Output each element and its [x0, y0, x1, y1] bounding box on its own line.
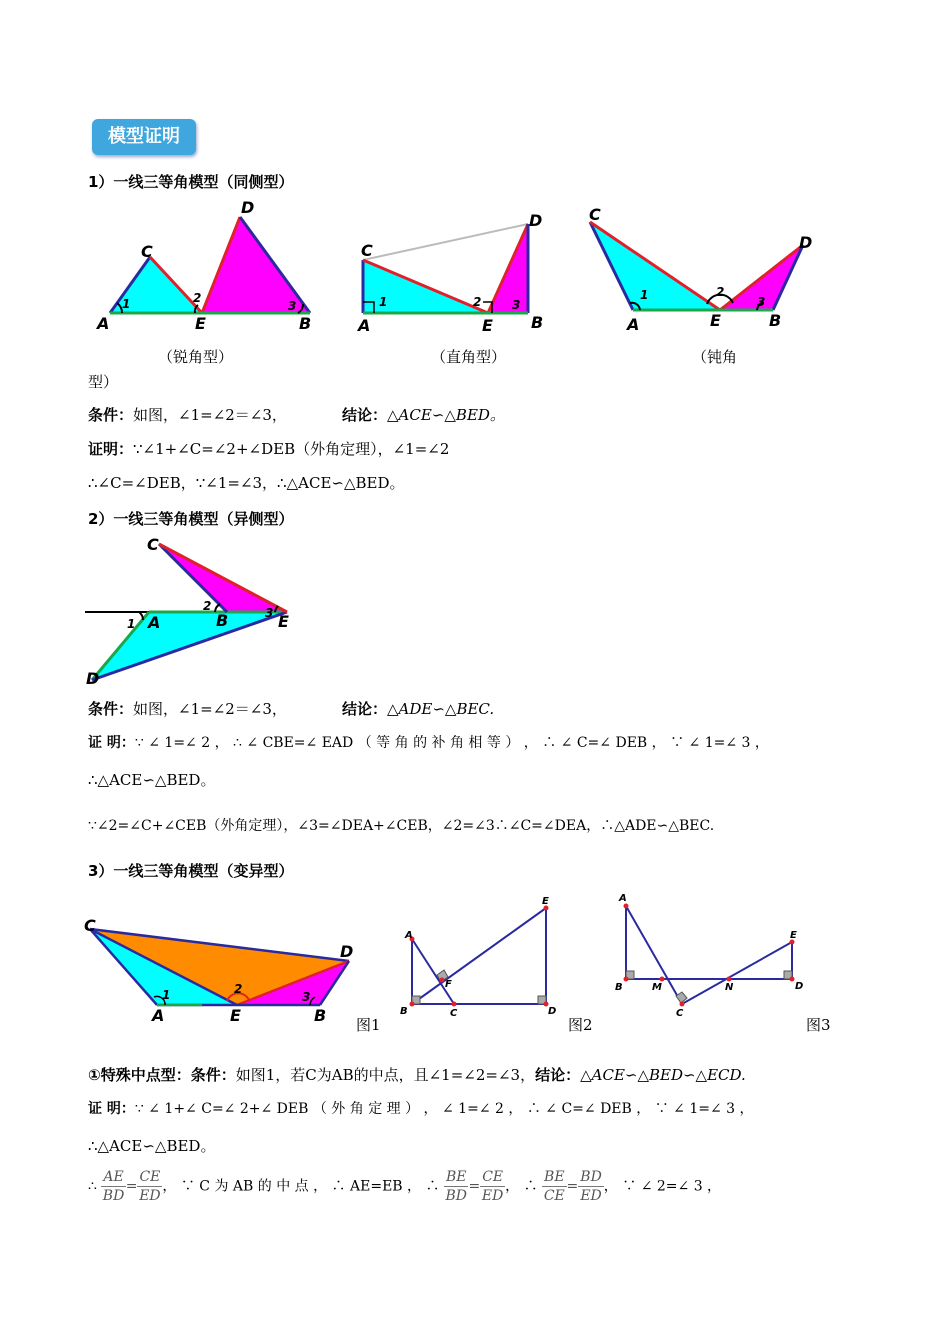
concl-text: △ACE∽△BED∽△ECD.: [580, 1066, 746, 1084]
label-E: E: [278, 612, 289, 631]
angle-2: 2: [716, 285, 725, 299]
fraction-be-ce: $\frac{BE}{CE}$: [543, 1169, 565, 1204]
angle-3: 3: [512, 298, 521, 312]
fraction-ce-ed-2: $\frac{CE}{ED}$: [481, 1169, 504, 1204]
midpoint-text: ， ∵ C 为 AB 的 中 点 ， ∴ AE=EB ， ∴: [162, 1178, 440, 1195]
label-A: A: [148, 613, 161, 632]
s3-ratio-line: [88, 1168, 721, 1205]
proof-text: ∵∠1+∠C=∠2+∠DEB（外角定理），∠1=∠2: [133, 440, 450, 458]
section-badge: 模型证明: [92, 119, 196, 155]
label-D: D: [795, 981, 804, 992]
s2-proof-line3: ∵∠2=∠C+∠CEB（外角定理），∠3=∠DEA+∠CEB，∠2=∠3∴∠C=∠DEA，∴△ADE∽△BEC.: [88, 818, 715, 834]
proof-label: 证明：: [88, 440, 134, 458]
s1-proof-line2: ∴∠C=∠DEB，∵∠1=∠3，∴△ACE∽△BED。: [88, 474, 405, 492]
label-E: E: [542, 896, 549, 907]
label-B: B: [531, 313, 544, 332]
cond-text: 如图，∠1=∠2＝∠3，: [133, 406, 287, 424]
fraction-be-bd: $\frac{BE}{BD}$: [445, 1169, 467, 1204]
angle-1: 1: [640, 288, 649, 302]
concl-text: △ACE∽△BED。: [387, 406, 505, 424]
label-D: D: [241, 198, 255, 217]
fig-acute: [95, 195, 325, 340]
proof-text: ∵ ∠ 1+∠ C=∠ 2+∠ DEB （ 外 角 定 理 ） ， ∠ 1=∠ 2 ， ∴ ∠ C=∠ DEB ， ∵ ∠ 1=∠ 3 ，: [134, 1101, 754, 1117]
s1-conclusion: [342, 404, 505, 425]
fig-variant-3: [610, 892, 810, 1022]
s2-condition: [88, 698, 287, 719]
s2-proof: [88, 732, 769, 752]
caption-acute: （锐角型）: [158, 348, 234, 366]
item-label: ①特殊中点型：: [88, 1066, 191, 1084]
s2-conclusion: [342, 698, 494, 719]
angle-2: 2: [193, 291, 202, 305]
label-E: E: [790, 930, 797, 941]
label-A: A: [619, 893, 627, 904]
label-B: B: [400, 1006, 408, 1017]
cond-text: 如图1，若C为AB的中点，且∠1=∠2=∠3，: [235, 1066, 536, 1084]
label-F: F: [445, 979, 452, 990]
concl-label: 结论：: [342, 406, 388, 424]
equals: =: [125, 1178, 138, 1195]
fig-obtuse: [585, 200, 825, 338]
label-C: C: [141, 242, 153, 261]
label-D: D: [799, 233, 813, 252]
therefore-1: ∴: [88, 1178, 97, 1195]
label-B: B: [216, 611, 229, 630]
label-C: C: [361, 241, 373, 260]
cond-label: 条件：: [190, 1066, 236, 1084]
angle-tail: ， ∵ ∠ 2=∠ 3 ，: [603, 1178, 722, 1195]
caption-obtuse: （钝角: [692, 348, 738, 366]
angle-3: 3: [302, 990, 311, 1004]
label-E: E: [195, 314, 206, 333]
angle-3: 3: [265, 606, 274, 620]
label-E: E: [482, 316, 493, 335]
section2-title: 2）一线三等角模型（异侧型）: [88, 510, 294, 528]
section1-title: 1）一线三等角模型（同侧型）: [88, 173, 294, 191]
fig2-caption: 图2: [568, 1016, 593, 1034]
fraction-ae-bd: $\frac{AE}{BD}$: [102, 1169, 125, 1204]
proof-label: 证 明：: [88, 735, 135, 751]
concl-label: 结论：: [535, 1066, 581, 1084]
fig-right: [355, 210, 555, 338]
label-E: E: [230, 1006, 241, 1025]
angle-3: 3: [757, 295, 766, 309]
s2-proof-line2: ∴△ACE∽△BED。: [88, 771, 216, 789]
s1-condition: [88, 404, 287, 425]
therefore-2: ， ∴: [505, 1178, 538, 1195]
label-D: D: [340, 942, 354, 961]
s1-proof: [88, 438, 449, 459]
s3-condition: [88, 1064, 746, 1085]
angle-1: 1: [162, 988, 171, 1002]
angle-1: 1: [127, 617, 136, 631]
fig1-caption: 图1: [356, 1016, 381, 1034]
fraction-ce-ed: $\frac{CE}{ED}$: [139, 1169, 161, 1204]
label-B: B: [299, 314, 312, 333]
label-A: A: [97, 314, 110, 333]
cond-label: 条件：: [88, 406, 134, 424]
label-A: A: [405, 930, 413, 941]
proof-text: ∵ ∠ 1=∠ 2 ， ∴ ∠ CBE=∠ EAD （ 等 角 的 补 角 相 等 ） ， ∴ ∠ C=∠ DEB ， ∵ ∠ 1=∠ 3 ，: [134, 735, 769, 751]
label-D: D: [86, 669, 100, 688]
label-B: B: [769, 311, 782, 330]
label-C: C: [147, 535, 159, 554]
label-C: C: [84, 917, 96, 935]
label-A: A: [358, 316, 371, 335]
angle-2: 2: [473, 295, 482, 309]
label-N: N: [725, 982, 734, 993]
angle-3: 3: [288, 299, 297, 313]
angle-1: 1: [122, 297, 131, 311]
label-B: B: [314, 1006, 327, 1025]
cond-label: 条件：: [88, 700, 134, 718]
proof-label: 证 明：: [88, 1101, 135, 1117]
label-B: B: [615, 982, 623, 993]
label-A: A: [627, 315, 640, 334]
label-C: C: [589, 205, 601, 224]
section3-title: 3）一线三等角模型（变异型）: [88, 862, 294, 880]
cond-text: 如图，∠1=∠2＝∠3，: [133, 700, 287, 718]
fig-opposite-side: [82, 532, 312, 690]
equals: =: [468, 1178, 481, 1195]
caption-obtuse-tail: 型）: [88, 373, 119, 391]
label-C: C: [450, 1008, 458, 1019]
fraction-bd-ed: $\frac{BD}{ED}$: [580, 1169, 602, 1204]
label-C: C: [676, 1008, 684, 1019]
concl-label: 结论：: [342, 700, 388, 718]
caption-right: （直角型）: [431, 348, 507, 366]
fig3-caption: 图3: [806, 1016, 831, 1034]
label-D: D: [548, 1006, 557, 1017]
angle-2: 2: [234, 982, 243, 996]
label-A: A: [152, 1006, 165, 1025]
angle-2: 2: [203, 599, 212, 613]
concl-text: △ADE∽△BEC.: [387, 700, 495, 718]
fig-variant-2: [398, 892, 558, 1022]
angle-1: 1: [379, 295, 388, 309]
label-D: D: [529, 211, 543, 230]
label-M: M: [652, 982, 662, 993]
equals: =: [566, 1178, 579, 1195]
label-E: E: [710, 311, 721, 330]
fig-variant-1: [82, 917, 362, 1025]
s3-proof-line2: ∴△ACE∽△BED。: [88, 1137, 216, 1155]
s3-proof: [88, 1098, 754, 1118]
